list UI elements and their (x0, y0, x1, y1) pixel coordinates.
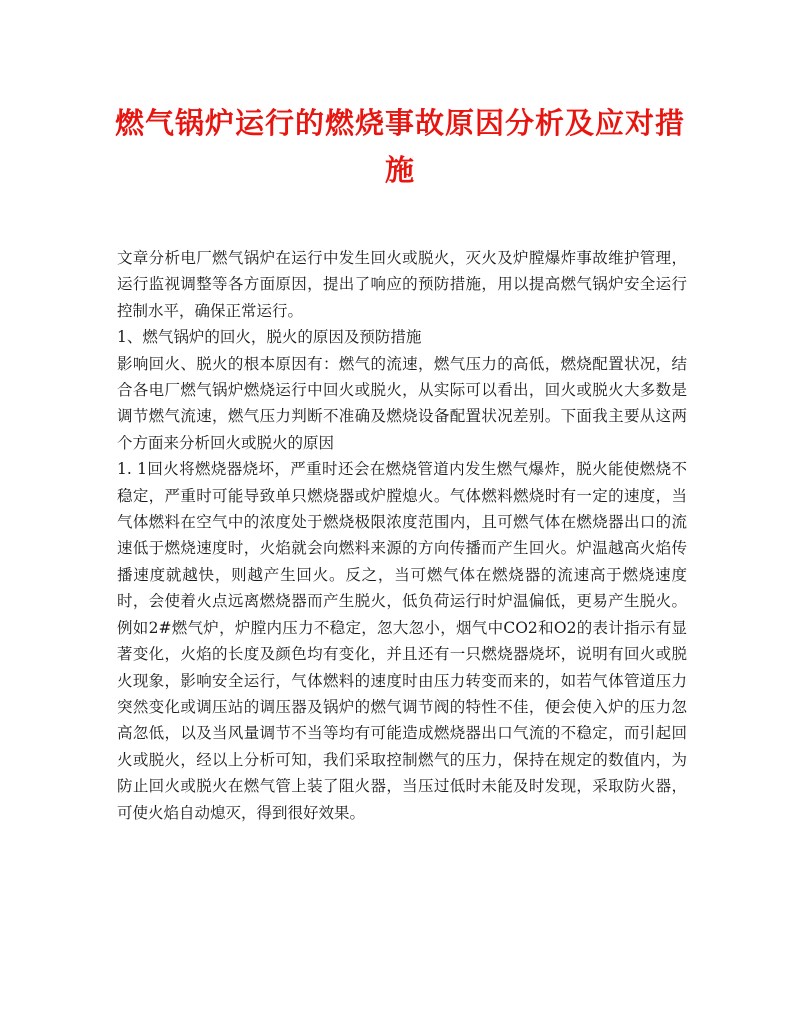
document-title: 燃气锅炉运行的燃烧事故原因分析及应对措施 (114, 106, 685, 187)
paragraph-causes: 影响回火、脱火的根本原因有：燃气的流速，燃气压力的高低，燃烧配置状况，结合各电厂燃气锅炉燃烧运行中回火或脱火，从实际可以看出，回火或脱火大多数是调节燃气流速，燃气压力判断不准确及燃烧设备配置状况差别。下面我主要从这两个方面来分析回火或脱火的原因 (117, 354, 687, 452)
document-body (117, 245, 687, 826)
paragraph-abstract: 文章分析电厂燃气锅炉在运行中发生回火或脱火，灭火及炉膛爆炸事故维护管理，运行监视调整等各方面原因，提出了响应的预防措施，用以提高燃气锅炉安全运行控制水平，确保正常运行。 (117, 249, 687, 320)
paragraph-section-1-1: 1. 1回火将燃烧器烧坏，严重时还会在燃烧管道内发生燃气爆炸，脱火能使燃烧不稳定，严重时可能导致单只燃烧器或炉膛熄火。气体燃料燃烧时有一定的速度，当气体燃料在空气中的浓度处于燃烧极限浓度范围内，且可燃气体在燃烧器出口的流速低于燃烧速度时，火焰就会向燃料来源的方向传播而产生回火。炉温越高火焰传播速度就越快，则越产生回火。反之，当可燃气体在燃烧器的流速高于燃烧速度时，会使着火点远离燃烧器而产生脱火，低负荷运行时炉温偏低，更易产生脱火。例如2#燃气炉，炉膛内压力不稳定，忽大忽小，烟气中CO2和O2的表计指示有显著变化，火焰的长度及颜色均有变化，并且还有一只燃烧器烧坏，说明有回火或脱火现象，影响安全运行，气体燃料的速度时由压力转变而来的，如若气体管道压力突然变化或调压站的调压器及锅炉的燃气调节阀的特性不佳，便会使入炉的压力忽高忽低，以及当风量调节不当等均有可能造成燃烧器出口气流的不稳定，而引起回火或脱火，经以上分析可知，我们采取控制燃气的压力，保持在规定的数值内，为防止回火或脱火在燃气管上装了阻火器，当压过低时未能及时发现，采取防火器，可使火焰自动熄灭，得到很好效果。 (117, 460, 687, 822)
paragraph-section-heading: 1、燃气锅炉的回火，脱火的原因及预防措施 (117, 328, 422, 347)
